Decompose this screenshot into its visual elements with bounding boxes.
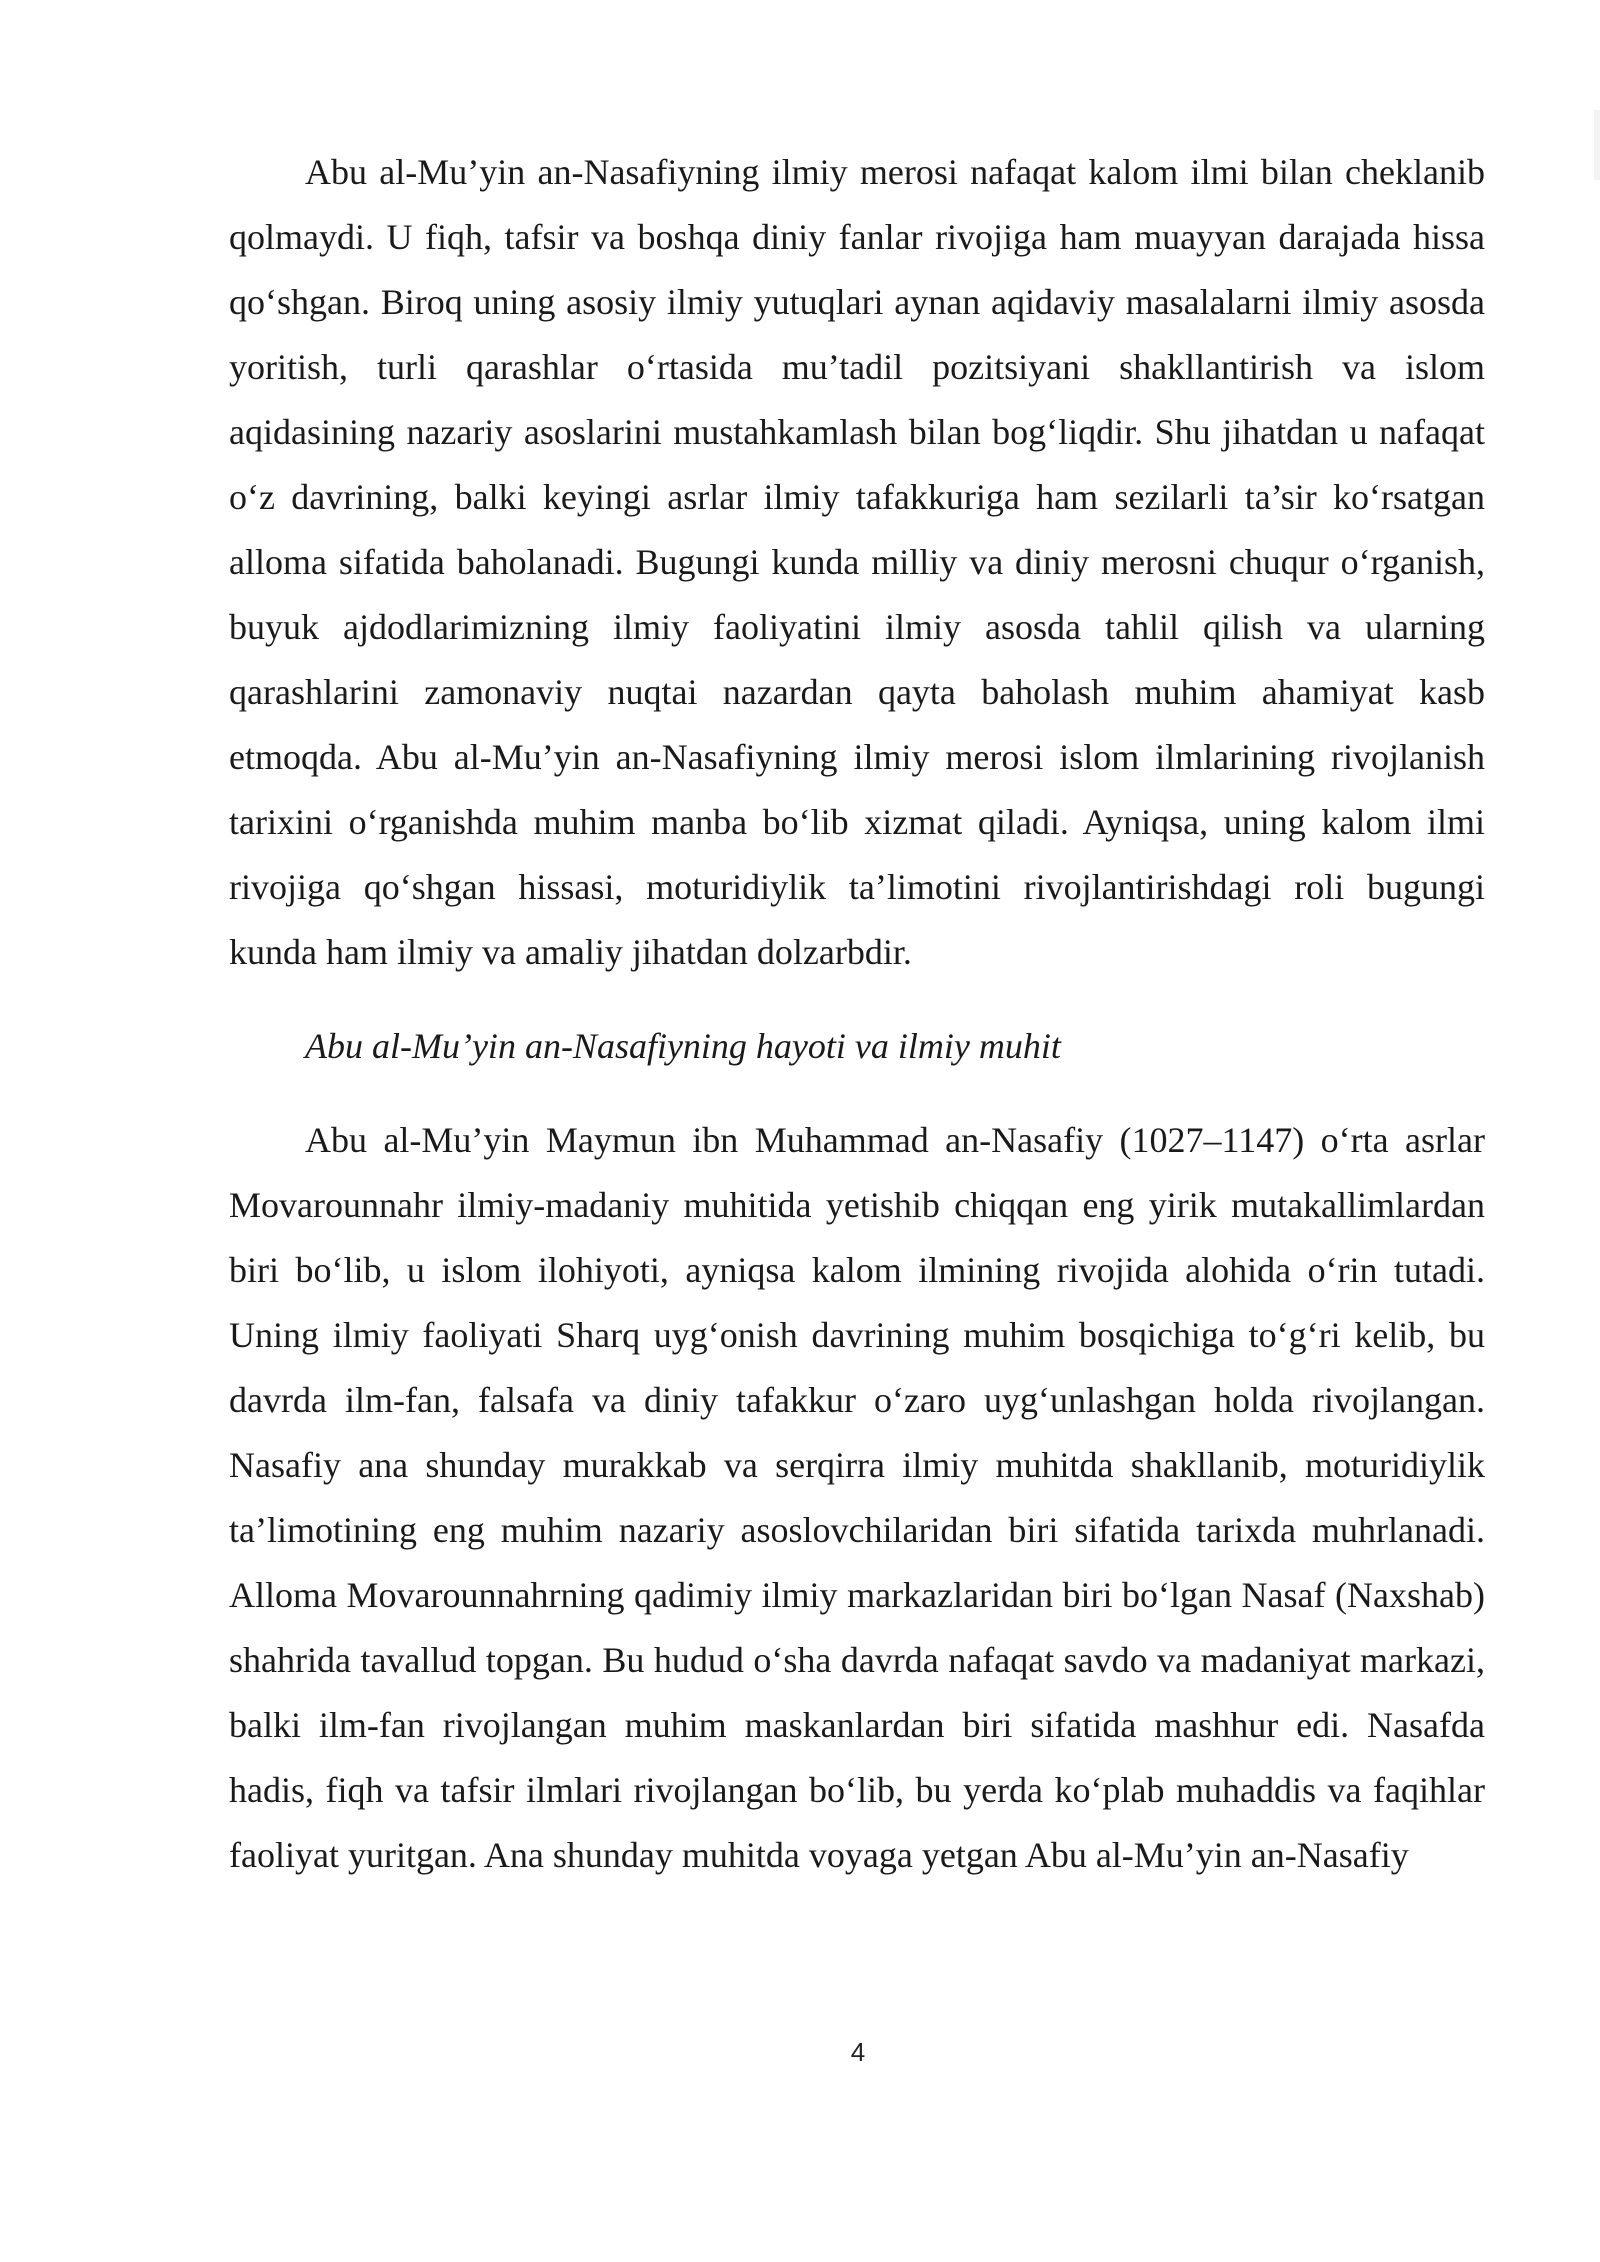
body-paragraph-2: Abu al-Mu’yin Maymun ibn Muhammad an-Nasafiy (1027–1147) o‘rta asrlar Movarounnahr ilmiy-madaniy muhitida yetishib chiqqan eng yirik mutakallimlardan biri bo‘lib, u islom ilohiyoti, ayniqsa kalom ilmining rivojida alohida o‘rin tutadi. Uning ilmiy faoliyati Sharq uyg‘onish davrining muhim bosqichiga to‘g‘ri kelib, bu davrda ilm-fan, falsafa va diniy tafakkur o‘zaro uyg‘unlashgan holda rivojlangan. Nasafiy ana shunday murakkab va serqirra ilmiy muhitda shakllanib, moturidiylik ta’limotining eng muhim nazariy asoslovchilaridan biri sifatida tarixda muhrlanadi. Alloma Movarounnahrning qadimiy ilmiy markazlaridan biri bo‘lgan Nasaf (Naxshab) shahrida tavallud topgan. Bu hudud o‘sha davrda nafaqat savdo va madaniyat markazi, balki ilm-fan rivojlangan muhim maskanlardan biri sifatida mashhur edi. Nasafda hadis, fiqh va tafsir ilmlari rivojlangan bo‘lib, bu yerda ko‘plab muhaddis va faqihlar faoliyat yuritgan. Ana shunday muhitda voyaga yetgan Abu al-Mu’yin an-Nasafiy	[229, 1120, 1485, 1875]
page-number: 4	[850, 2037, 866, 2067]
section-heading: Abu al-Mu’yin an-Nasafiyning hayoti va ilmiy muhit	[305, 1026, 1061, 1066]
page-edge-shadow	[1594, 110, 1600, 180]
body-paragraph-1: Abu al-Mu’yin an-Nasafiyning ilmiy merosi nafaqat kalom ilmi bilan cheklanib qolmaydi. U fiqh, tafsir va boshqa diniy fanlar rivojiga ham muayyan darajada hissa qo‘shgan. Biroq uning asosiy ilmiy yutuqlari aynan aqidaviy masalalarni ilmiy asosda yoritish, turli qarashlar o‘rtasida mu’tadil pozitsiyani shakllantirish va islom aqidasining nazariy asoslarini mustahkamlash bilan bog‘liqdir. Shu jihatdan u nafaqat o‘z davrining, balki keyingi asrlar ilmiy tafakkuriga ham sezilarli ta’sir ko‘rsatgan alloma sifatida baholanadi. Bugungi kunda milliy va diniy merosni chuqur o‘rganish, buyuk ajdodlarimizning ilmiy faoliyatini ilmiy asosda tahlil qilish va ularning qarashlarini zamonaviy nuqtai nazardan qayta baholash muhim ahamiyat kasb etmoqda. Abu al-Mu’yin an-Nasafiyning ilmiy merosi islom ilmlarining rivojlanish tarixini o‘rganishda muhim manba bo‘lib xizmat qiladi. Ayniqsa, uning kalom ilmi rivojiga qo‘shgan hissasi, moturidiylik ta’limotini rivojlantirishdagi roli bugungi kunda ham ilmiy va amaliy jihatdan dolzarbdir.	[229, 152, 1485, 972]
page-content	[229, 140, 1485, 1888]
